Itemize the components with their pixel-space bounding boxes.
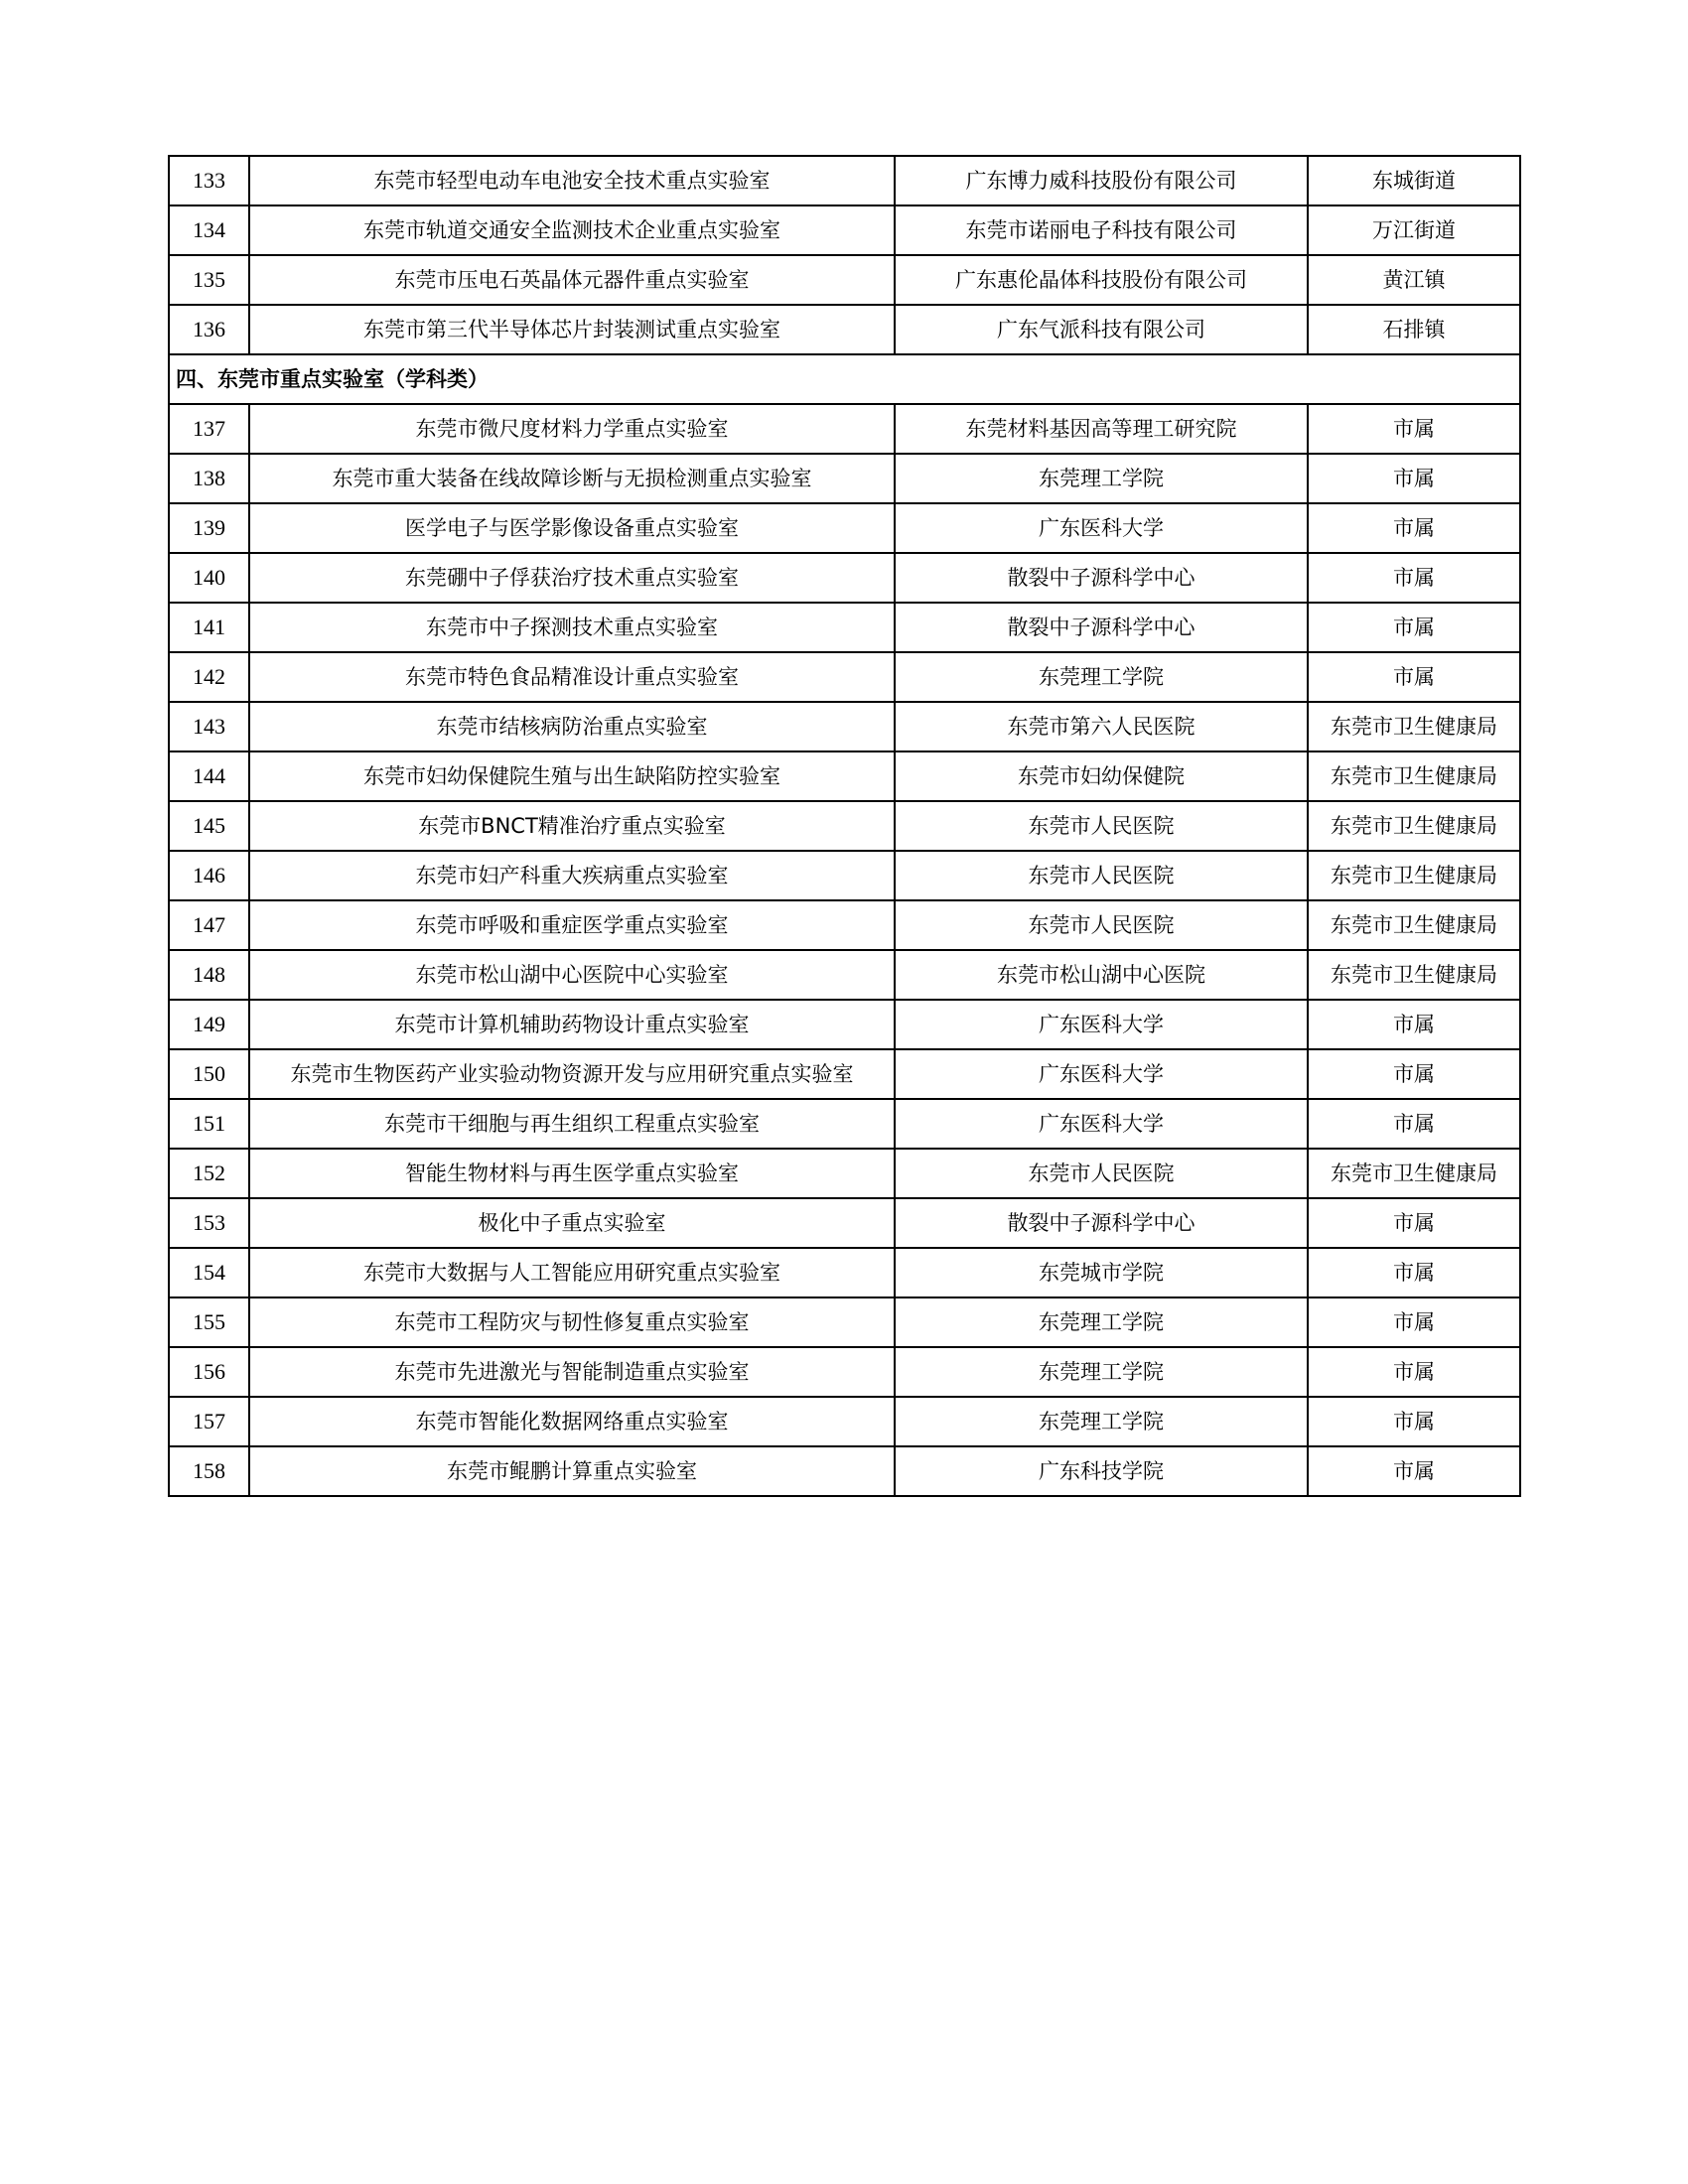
- section-title: 四、东莞市重点实验室（学科类）: [169, 354, 1520, 404]
- jurisdiction-cell: 东城街道: [1308, 156, 1520, 205]
- row-number-cell: 145: [169, 801, 249, 851]
- host-organization-cell: 东莞市人民医院: [895, 851, 1308, 900]
- row-number-cell: 149: [169, 1000, 249, 1049]
- row-number-cell: 151: [169, 1099, 249, 1149]
- host-organization-cell: 东莞理工学院: [895, 652, 1308, 702]
- jurisdiction-cell: 市属: [1308, 652, 1520, 702]
- table-row: [169, 652, 1520, 702]
- row-number-cell: 158: [169, 1446, 249, 1496]
- table-row: [169, 156, 1520, 205]
- lab-name-cell: 东莞市压电石英晶体元器件重点实验室: [249, 255, 895, 305]
- jurisdiction-cell: 市属: [1308, 1099, 1520, 1149]
- row-number-cell: 140: [169, 553, 249, 603]
- lab-name-cell: 智能生物材料与再生医学重点实验室: [249, 1149, 895, 1198]
- jurisdiction-cell: 东莞市卫生健康局: [1308, 702, 1520, 751]
- table-row: [169, 702, 1520, 751]
- lab-name-cell: 东莞市第三代半导体芯片封装测试重点实验室: [249, 305, 895, 354]
- row-number-cell: 133: [169, 156, 249, 205]
- jurisdiction-cell: 市属: [1308, 1000, 1520, 1049]
- table-row: [169, 305, 1520, 354]
- lab-name-cell: 东莞市计算机辅助药物设计重点实验室: [249, 1000, 895, 1049]
- host-organization-cell: 东莞市人民医院: [895, 900, 1308, 950]
- lab-list-body: [169, 156, 1520, 1496]
- host-organization-cell: 东莞市人民医院: [895, 1149, 1308, 1198]
- jurisdiction-cell: 市属: [1308, 503, 1520, 553]
- row-number-cell: 147: [169, 900, 249, 950]
- jurisdiction-cell: 市属: [1308, 1446, 1520, 1496]
- jurisdiction-cell: 市属: [1308, 1248, 1520, 1297]
- table-row: [169, 1149, 1520, 1198]
- table-row: [169, 503, 1520, 553]
- lab-name-cell: 东莞市微尺度材料力学重点实验室: [249, 404, 895, 454]
- host-organization-cell: 散裂中子源科学中心: [895, 603, 1308, 652]
- lab-list-table: [168, 155, 1521, 1497]
- jurisdiction-cell: 市属: [1308, 1198, 1520, 1248]
- lab-name-cell: 东莞市大数据与人工智能应用研究重点实验室: [249, 1248, 895, 1297]
- jurisdiction-cell: 市属: [1308, 454, 1520, 503]
- row-number-cell: 148: [169, 950, 249, 1000]
- table-row: [169, 1347, 1520, 1397]
- table-row: [169, 255, 1520, 305]
- lab-name-cell: 东莞市轨道交通安全监测技术企业重点实验室: [249, 205, 895, 255]
- lab-name-cell: 东莞市呼吸和重症医学重点实验室: [249, 900, 895, 950]
- row-number-cell: 157: [169, 1397, 249, 1446]
- table-row: [169, 454, 1520, 503]
- row-number-cell: 144: [169, 751, 249, 801]
- row-number-cell: 142: [169, 652, 249, 702]
- host-organization-cell: 散裂中子源科学中心: [895, 553, 1308, 603]
- row-number-cell: 150: [169, 1049, 249, 1099]
- jurisdiction-cell: 东莞市卫生健康局: [1308, 950, 1520, 1000]
- jurisdiction-cell: 市属: [1308, 1397, 1520, 1446]
- host-organization-cell: 东莞理工学院: [895, 1397, 1308, 1446]
- host-organization-cell: 广东科技学院: [895, 1446, 1308, 1496]
- jurisdiction-cell: 市属: [1308, 1347, 1520, 1397]
- row-number-cell: 139: [169, 503, 249, 553]
- lab-name-cell: 东莞市结核病防治重点实验室: [249, 702, 895, 751]
- row-number-cell: 136: [169, 305, 249, 354]
- host-organization-cell: 东莞理工学院: [895, 1297, 1308, 1347]
- table-row: [169, 950, 1520, 1000]
- row-number-cell: 141: [169, 603, 249, 652]
- lab-name-cell: 东莞市松山湖中心医院中心实验室: [249, 950, 895, 1000]
- jurisdiction-cell: 市属: [1308, 1049, 1520, 1099]
- lab-name-cell: 东莞市智能化数据网络重点实验室: [249, 1397, 895, 1446]
- lab-name-cell: 东莞市中子探测技术重点实验室: [249, 603, 895, 652]
- jurisdiction-cell: 市属: [1308, 603, 1520, 652]
- jurisdiction-cell: 市属: [1308, 404, 1520, 454]
- jurisdiction-cell: 黄江镇: [1308, 255, 1520, 305]
- host-organization-cell: 东莞市人民医院: [895, 801, 1308, 851]
- lab-name-cell: 极化中子重点实验室: [249, 1198, 895, 1248]
- row-number-cell: 135: [169, 255, 249, 305]
- table-row: [169, 553, 1520, 603]
- lab-name-cell: 东莞市工程防灾与韧性修复重点实验室: [249, 1297, 895, 1347]
- lab-name-cell: 东莞市妇产科重大疾病重点实验室: [249, 851, 895, 900]
- lab-name-cell: 东莞市妇幼保健院生殖与出生缺陷防控实验室: [249, 751, 895, 801]
- jurisdiction-cell: 东莞市卫生健康局: [1308, 1149, 1520, 1198]
- host-organization-cell: 广东博力威科技股份有限公司: [895, 156, 1308, 205]
- host-organization-cell: 广东医科大学: [895, 1099, 1308, 1149]
- lab-name-cell: 东莞市生物医药产业实验动物资源开发与应用研究重点实验室: [249, 1049, 895, 1099]
- host-organization-cell: 东莞理工学院: [895, 1347, 1308, 1397]
- row-number-cell: 152: [169, 1149, 249, 1198]
- table-row: [169, 1297, 1520, 1347]
- host-organization-cell: 广东惠伦晶体科技股份有限公司: [895, 255, 1308, 305]
- jurisdiction-cell: 市属: [1308, 553, 1520, 603]
- table-row: [169, 1446, 1520, 1496]
- row-number-cell: 156: [169, 1347, 249, 1397]
- host-organization-cell: 东莞市第六人民医院: [895, 702, 1308, 751]
- lab-name-cell: 东莞市干细胞与再生组织工程重点实验室: [249, 1099, 895, 1149]
- lab-name-cell: 医学电子与医学影像设备重点实验室: [249, 503, 895, 553]
- section-header-row: [169, 354, 1520, 404]
- host-organization-cell: 广东医科大学: [895, 1049, 1308, 1099]
- row-number-cell: 143: [169, 702, 249, 751]
- host-organization-cell: 散裂中子源科学中心: [895, 1198, 1308, 1248]
- host-organization-cell: 广东医科大学: [895, 1000, 1308, 1049]
- host-organization-cell: 东莞城市学院: [895, 1248, 1308, 1297]
- row-number-cell: 134: [169, 205, 249, 255]
- table-row: [169, 751, 1520, 801]
- host-organization-cell: 广东气派科技有限公司: [895, 305, 1308, 354]
- jurisdiction-cell: 东莞市卫生健康局: [1308, 900, 1520, 950]
- lab-name-cell: 东莞市轻型电动车电池安全技术重点实验室: [249, 156, 895, 205]
- row-number-cell: 137: [169, 404, 249, 454]
- lab-name-cell: 东莞市重大装备在线故障诊断与无损检测重点实验室: [249, 454, 895, 503]
- jurisdiction-cell: 万江街道: [1308, 205, 1520, 255]
- host-organization-cell: 广东医科大学: [895, 503, 1308, 553]
- table-row: [169, 1248, 1520, 1297]
- table-row: [169, 1397, 1520, 1446]
- table-row: [169, 1049, 1520, 1099]
- lab-name-cell: 东莞硼中子俘获治疗技术重点实验室: [249, 553, 895, 603]
- jurisdiction-cell: 东莞市卫生健康局: [1308, 751, 1520, 801]
- table-row: [169, 205, 1520, 255]
- jurisdiction-cell: 东莞市卫生健康局: [1308, 801, 1520, 851]
- host-organization-cell: 东莞市妇幼保健院: [895, 751, 1308, 801]
- table-row: [169, 603, 1520, 652]
- row-number-cell: 154: [169, 1248, 249, 1297]
- table-row: [169, 1198, 1520, 1248]
- row-number-cell: 146: [169, 851, 249, 900]
- table-row: [169, 1000, 1520, 1049]
- row-number-cell: 138: [169, 454, 249, 503]
- lab-name-cell: 东莞市特色食品精准设计重点实验室: [249, 652, 895, 702]
- host-organization-cell: 东莞市松山湖中心医院: [895, 950, 1308, 1000]
- lab-name-cell: 东莞市BNCT精准治疗重点实验室: [249, 801, 895, 851]
- table-row: [169, 1099, 1520, 1149]
- row-number-cell: 153: [169, 1198, 249, 1248]
- table-row: [169, 404, 1520, 454]
- lab-name-cell: 东莞市先进激光与智能制造重点实验室: [249, 1347, 895, 1397]
- table-row: [169, 851, 1520, 900]
- host-organization-cell: 东莞市诺丽电子科技有限公司: [895, 205, 1308, 255]
- jurisdiction-cell: 石排镇: [1308, 305, 1520, 354]
- lab-name-cell: 东莞市鲲鹏计算重点实验室: [249, 1446, 895, 1496]
- jurisdiction-cell: 市属: [1308, 1297, 1520, 1347]
- host-organization-cell: 东莞材料基因高等理工研究院: [895, 404, 1308, 454]
- table-row: [169, 900, 1520, 950]
- jurisdiction-cell: 东莞市卫生健康局: [1308, 851, 1520, 900]
- table-row: [169, 801, 1520, 851]
- row-number-cell: 155: [169, 1297, 249, 1347]
- host-organization-cell: 东莞理工学院: [895, 454, 1308, 503]
